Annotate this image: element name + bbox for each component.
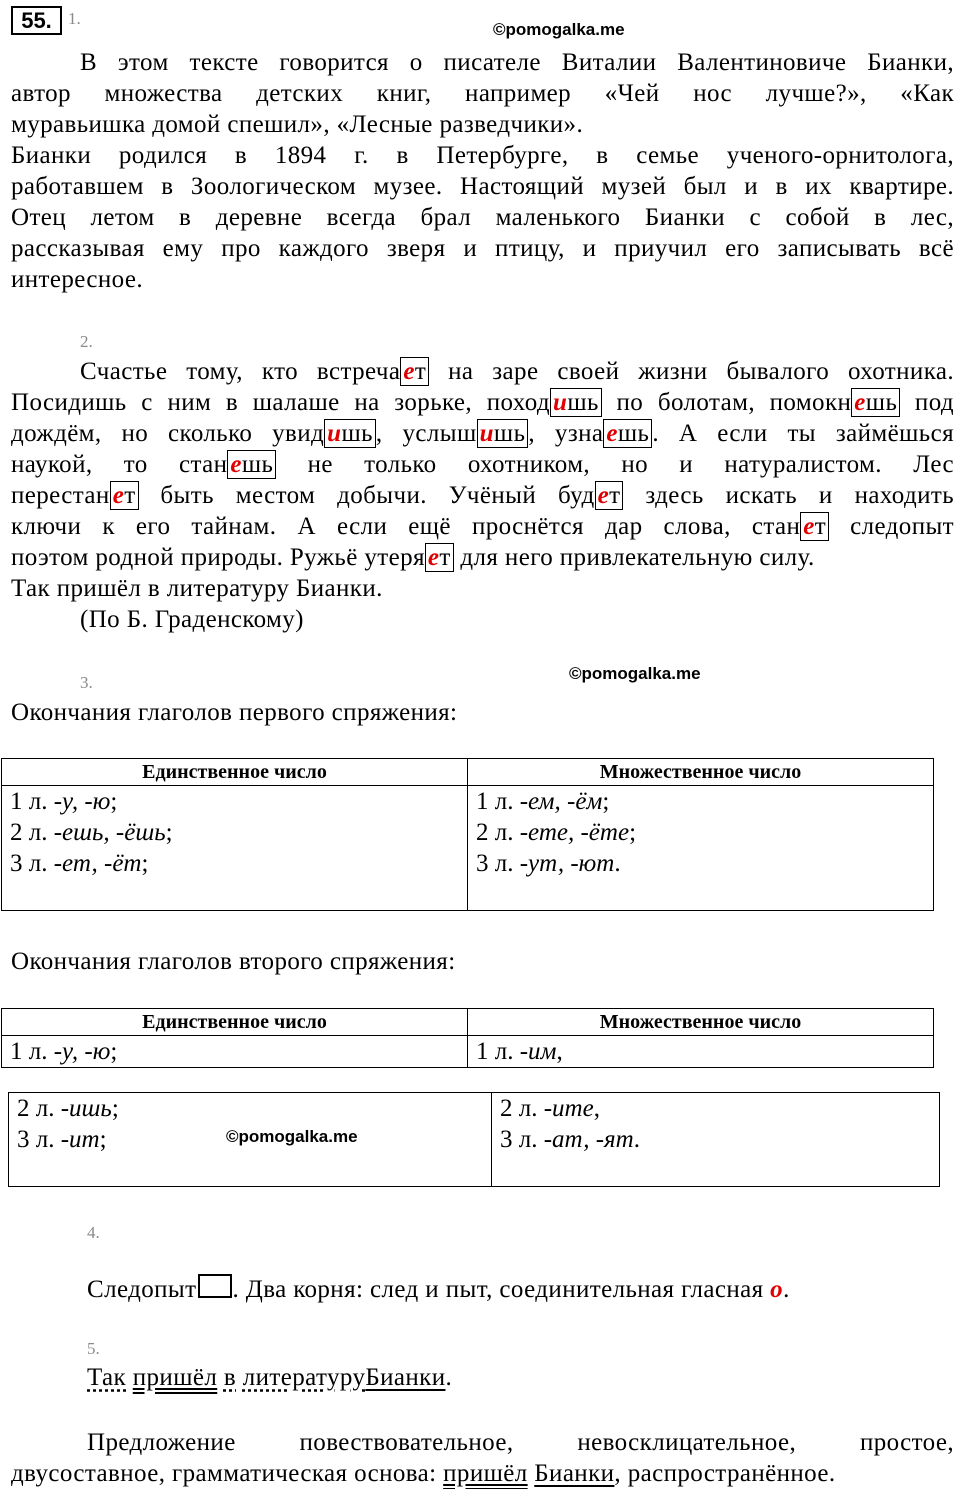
section-4-text xyxy=(87,1274,790,1305)
s2-line-3 xyxy=(11,418,954,449)
ending-value: -ете, -ёте xyxy=(519,819,630,846)
punct: . xyxy=(445,1364,453,1391)
punct: ; xyxy=(110,788,118,815)
punct: ; xyxy=(110,1038,118,1065)
ending-box xyxy=(603,419,652,448)
ending-row xyxy=(500,1124,931,1155)
sentence-predicate: пришёл xyxy=(132,1364,218,1391)
ending-text: шь xyxy=(493,420,526,447)
first-conjugation-table xyxy=(1,758,934,911)
ending-value: -ишь xyxy=(60,1095,112,1122)
ending-box xyxy=(851,388,900,417)
watermark-bottom: ©pomogalka.me xyxy=(226,1127,358,1146)
s2-text: ключи к его тайнам. А если ещё проснётся дар слова, стан xyxy=(11,513,801,540)
person-label: 2 л. xyxy=(476,819,520,846)
s2-text: быть местом добычи. Учёный буд xyxy=(138,482,595,509)
watermark-middle: ©pomogalka.me xyxy=(569,664,701,683)
person-label: 1 л. xyxy=(10,1038,54,1065)
ending-value: -ат, -ят xyxy=(543,1126,634,1153)
ending-box xyxy=(400,357,429,386)
first-conjugation-title: Окончания глаголов первого спряжения: xyxy=(11,699,458,726)
section-1-text xyxy=(11,47,954,295)
s2-line-2 xyxy=(11,387,954,418)
punct: , xyxy=(593,1095,600,1122)
ending-row xyxy=(476,786,925,817)
ending-row xyxy=(10,817,459,848)
ending-row xyxy=(10,848,459,879)
singular-endings-cell xyxy=(2,786,468,911)
section-5-number: 5. xyxy=(87,1339,100,1358)
s1-line: рассказывая ему про каждого зверя и птицу, и приучил его записывать всё xyxy=(11,235,954,262)
ending-text: т xyxy=(414,358,427,385)
punct: . xyxy=(633,1126,640,1153)
s2-text: для него привлекательную силу. xyxy=(453,544,815,571)
s2-text: на заре своей жизни бывалого охотника. xyxy=(429,358,955,385)
section-1-number: 1. xyxy=(68,9,81,28)
ending-box xyxy=(425,543,454,572)
sentence-subject: Бианки xyxy=(365,1364,446,1391)
empty-ending-box xyxy=(198,1274,232,1298)
person-label: 2 л. xyxy=(10,819,54,846)
ending-text: шь xyxy=(567,389,599,416)
s2-line-6 xyxy=(11,511,954,542)
s2-text: , услыш xyxy=(375,420,477,447)
s5-text: , распространённое. xyxy=(614,1460,836,1487)
s2-text: перестан xyxy=(11,482,110,509)
person-label: 2 л. xyxy=(17,1095,61,1122)
s2-line-1 xyxy=(11,356,954,387)
second-conjugation-title: Окончания глаголов второго спряжения: xyxy=(11,948,456,975)
s1-line: Бианки родился в 1894 г. в Петербурге, в семье ученого-орнитолога, xyxy=(11,142,954,169)
table-header-singular: Единственное число xyxy=(2,1009,468,1036)
s2-text: не только охотником, но и натуралистом. Лес xyxy=(276,451,954,478)
table-header-plural: Множественное число xyxy=(468,1009,934,1036)
table-header-plural: Множественное число xyxy=(468,759,934,786)
subject-word: Бианки xyxy=(534,1460,615,1487)
s5-line xyxy=(11,1458,954,1489)
vowel-highlight: е xyxy=(854,389,866,416)
punct: ; xyxy=(165,819,173,846)
ending-value: -ешь, -ёшь xyxy=(53,819,166,846)
sentence-word: Так xyxy=(87,1364,127,1391)
ending-value: -ем, -ём xyxy=(519,788,603,815)
table-header-singular: Единственное число xyxy=(2,759,468,786)
person-label: 2 л. xyxy=(500,1095,544,1122)
punct: , xyxy=(556,1038,563,1065)
predicate-word: пришёл xyxy=(443,1460,528,1487)
person-label: 3 л. xyxy=(500,1126,544,1153)
s1-line: В этом тексте говорится о писателе Виталии Валентиновиче Бианки, xyxy=(80,49,954,76)
person-label: 1 л. xyxy=(476,788,520,815)
ending-value: -у, -ю xyxy=(53,788,111,815)
punct: ; xyxy=(111,1095,119,1122)
singular-first-person-cell xyxy=(2,1036,468,1068)
s2-text: дождём, но сколько увид xyxy=(11,420,325,447)
sentence-word: в xyxy=(223,1364,237,1391)
s2-text: здесь искать и находить xyxy=(623,482,955,509)
s2-text: под xyxy=(900,389,954,416)
ending-box xyxy=(227,450,276,479)
s2-line-8: Так пришёл в литературу Бианки. xyxy=(11,575,383,602)
s2-text: поэтом родной природы. Ружьё утеря xyxy=(11,544,425,571)
vowel-highlight: е xyxy=(230,451,242,478)
plural-first-person-cell xyxy=(468,1036,934,1068)
ending-box xyxy=(550,388,602,417)
s5-text: двусоставное, грамматическая основа: xyxy=(11,1460,444,1487)
s2-text: , узна xyxy=(528,420,604,447)
s2-text: . А если ты займёшься xyxy=(652,420,954,447)
ending-box xyxy=(477,419,529,448)
ending-text: шь xyxy=(865,389,898,416)
ending-text: шь xyxy=(617,420,650,447)
task-number-badge: 55. xyxy=(11,6,62,35)
s2-source: (По Б. Граденскому) xyxy=(80,606,304,633)
ending-value: -у, -ю xyxy=(53,1038,111,1065)
ending-row xyxy=(500,1093,931,1124)
sentence-word: литературу xyxy=(242,1364,366,1391)
ending-box xyxy=(800,512,829,541)
s2-text: Посидишь с ним в шалаше на зорьке, поход xyxy=(11,389,551,416)
section-2-text xyxy=(11,356,954,635)
ending-row xyxy=(476,817,925,848)
second-conjugation-table xyxy=(1,1008,934,1068)
s2-line-5 xyxy=(11,480,954,511)
ending-text: т xyxy=(124,482,136,509)
ending-box xyxy=(324,419,376,448)
s2-line-4 xyxy=(11,449,954,480)
vowel-highlight: е xyxy=(427,544,440,571)
s5-line: Предложение повествовательное, невосклицательное, простое, xyxy=(87,1429,954,1456)
punct: ; xyxy=(141,850,149,877)
vowel-highlight: е xyxy=(803,513,815,540)
s4-end: . xyxy=(783,1276,790,1303)
vowel-highlight: е xyxy=(112,482,125,509)
ending-text: т xyxy=(814,513,827,540)
s2-line-7 xyxy=(11,542,954,573)
person-label: 3 л. xyxy=(17,1126,61,1153)
s2-text: по болотам, помокн xyxy=(601,389,852,416)
s1-line: работавшем в Зоологическом музее. Настоящий музей был и в их квартире. xyxy=(11,173,954,200)
section-4-number: 4. xyxy=(87,1223,100,1242)
watermark-top: ©pomogalka.me xyxy=(493,20,625,39)
s2-text: наукой, то стан xyxy=(11,451,228,478)
section-5-description xyxy=(11,1427,954,1489)
person-label: 3 л. xyxy=(476,850,520,877)
person-label: 1 л. xyxy=(476,1038,520,1065)
parsed-sentence xyxy=(87,1362,452,1393)
s1-line: автор множества детских книг, например «Чей нос лучше?», «Как xyxy=(11,80,954,107)
word-sledopyt: Следопыт xyxy=(87,1276,197,1303)
ending-box xyxy=(595,481,624,510)
vowel-highlight: е xyxy=(597,482,610,509)
person-label: 1 л. xyxy=(10,788,54,815)
person-label: 3 л. xyxy=(10,850,54,877)
ending-value: -ит xyxy=(60,1126,100,1153)
punct: . xyxy=(614,850,621,877)
ending-text: т xyxy=(439,544,451,571)
s1-line: Отец летом в деревне всегда брал маленького Бианки с собой в лес, xyxy=(11,204,954,231)
ending-value: -ут, -ют xyxy=(519,850,615,877)
s2-text: Счастье тому, кто встреча xyxy=(80,358,401,385)
vowel-highlight: и xyxy=(479,420,494,447)
ending-text: шь xyxy=(341,420,373,447)
plural-endings-cell xyxy=(468,786,934,911)
ending-row xyxy=(476,848,925,879)
ending-row xyxy=(10,786,459,817)
ending-row xyxy=(17,1093,483,1124)
s2-text: следопыт xyxy=(829,513,954,540)
section-2-number: 2. xyxy=(80,332,93,351)
vowel-highlight: и xyxy=(553,389,568,416)
ending-value: -им xyxy=(519,1038,557,1065)
ending-value: -ет, -ёт xyxy=(53,850,142,877)
vowel-highlight: и xyxy=(327,420,342,447)
ending-text: шь xyxy=(241,451,274,478)
punct: ; xyxy=(602,788,610,815)
ending-box xyxy=(110,481,139,510)
vowel-highlight: е xyxy=(606,420,618,447)
s4-text: . Два корня: след и пыт, соединительная гласная xyxy=(232,1276,771,1303)
second-conjugation-table-continued xyxy=(8,1092,940,1187)
ending-text: т xyxy=(609,482,621,509)
s1-line: муравьишка домой спешил», «Лесные разведчики». xyxy=(11,111,584,138)
ending-value: -ите xyxy=(543,1095,594,1122)
plural-endings-cell xyxy=(492,1093,940,1187)
vowel-highlight: е xyxy=(403,358,415,385)
s1-line: интересное. xyxy=(11,266,144,293)
punct: ; xyxy=(99,1126,107,1153)
connecting-vowel: о xyxy=(770,1276,784,1303)
punct: ; xyxy=(629,819,637,846)
section-3-number: 3. xyxy=(80,673,93,692)
